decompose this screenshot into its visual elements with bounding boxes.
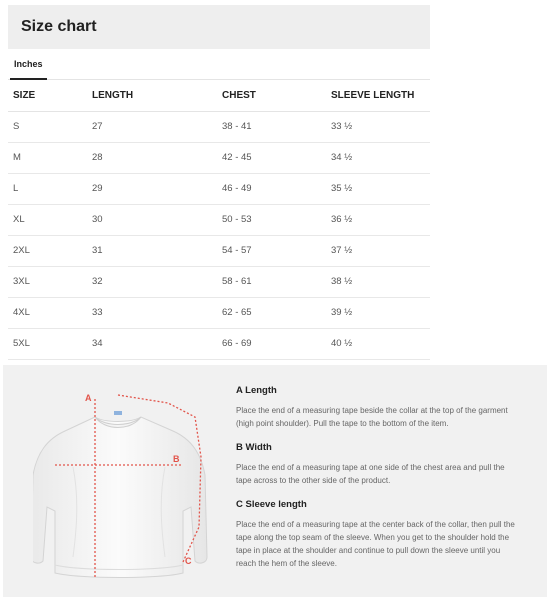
length-text: Place the end of a measuring tape beside the collar at the top of the garment (high point shoulder). Pull the tape to the bottom of the item. — [236, 406, 508, 428]
marker-b: B — [173, 454, 180, 464]
column-header-length: LENGTH — [87, 80, 217, 111]
cell-chest: 66 - 69 — [217, 328, 326, 359]
sweatshirt-diagram — [33, 387, 213, 587]
cell-chest: 54 - 57 — [217, 235, 326, 266]
table-row — [8, 111, 430, 142]
cell-length: 30 — [87, 204, 217, 235]
cell-sleeve-length: 39 ½ — [326, 297, 430, 328]
tag-shape — [114, 411, 122, 415]
cell-length: 34 — [87, 328, 217, 359]
cell-chest: 50 - 53 — [217, 204, 326, 235]
column-header-size: SIZE — [8, 80, 87, 111]
table-row — [8, 173, 430, 204]
cell-size: 5XL — [8, 328, 87, 359]
cell-chest: 46 - 49 — [217, 173, 326, 204]
cell-sleeve-length: 35 ½ — [326, 173, 430, 204]
cell-chest: 62 - 65 — [217, 297, 326, 328]
marker-c: C — [185, 556, 192, 566]
width-text: Place the end of a measuring tape at one side of the chest area and pull the tape across to the other side of the product. — [236, 463, 505, 485]
length-heading: A Length — [236, 385, 277, 396]
size-chart-header — [8, 5, 430, 49]
cell-length: 31 — [87, 235, 217, 266]
width-heading: B Width — [236, 442, 272, 453]
cell-size: 4XL — [8, 297, 87, 328]
sweatshirt-illustration — [33, 387, 213, 587]
cell-sleeve-length: 38 ½ — [326, 266, 430, 297]
cell-length: 32 — [87, 266, 217, 297]
column-header-chest: CHEST — [217, 80, 326, 111]
sweatshirt-body-shape — [33, 417, 207, 578]
cell-sleeve-length: 34 ½ — [326, 142, 430, 173]
measurement-instructions — [236, 385, 516, 582]
cell-size: S — [8, 111, 87, 142]
cell-size: XL — [8, 204, 87, 235]
size-table — [8, 80, 430, 360]
tab-inches[interactable]: Inches — [10, 50, 47, 80]
sleeve-text: Place the end of a measuring tape at the center back of the collar, then pull the tape along the top seam of the sleeve. When you get to the shoulder hold the tape in place at the shoulder and continue to pull down the sleeve until you reach the hem of the sleeve. — [236, 520, 515, 568]
marker-a: A — [85, 393, 92, 403]
table-row — [8, 328, 430, 359]
column-header-sleeve-length: SLEEVE LENGTH — [326, 80, 430, 111]
cell-length: 28 — [87, 142, 217, 173]
cell-length: 27 — [87, 111, 217, 142]
table-header-row — [8, 80, 430, 111]
cell-chest: 58 - 61 — [217, 266, 326, 297]
cell-size: 2XL — [8, 235, 87, 266]
measurement-guide — [3, 365, 547, 597]
cell-sleeve-length: 36 ½ — [326, 204, 430, 235]
cell-sleeve-length: 40 ½ — [326, 328, 430, 359]
cell-size: M — [8, 142, 87, 173]
sleeve-heading: C Sleeve length — [236, 499, 307, 510]
cell-size: 3XL — [8, 266, 87, 297]
table-row — [8, 142, 430, 173]
cell-sleeve-length: 37 ½ — [326, 235, 430, 266]
unit-tabs — [8, 50, 430, 80]
table-row — [8, 297, 430, 328]
page-title: Size chart — [21, 18, 97, 35]
table-row — [8, 235, 430, 266]
cell-length: 29 — [87, 173, 217, 204]
table-row — [8, 266, 430, 297]
cell-sleeve-length: 33 ½ — [326, 111, 430, 142]
cell-length: 33 — [87, 297, 217, 328]
cell-chest: 42 - 45 — [217, 142, 326, 173]
cell-chest: 38 - 41 — [217, 111, 326, 142]
table-row — [8, 204, 430, 235]
cell-size: L — [8, 173, 87, 204]
